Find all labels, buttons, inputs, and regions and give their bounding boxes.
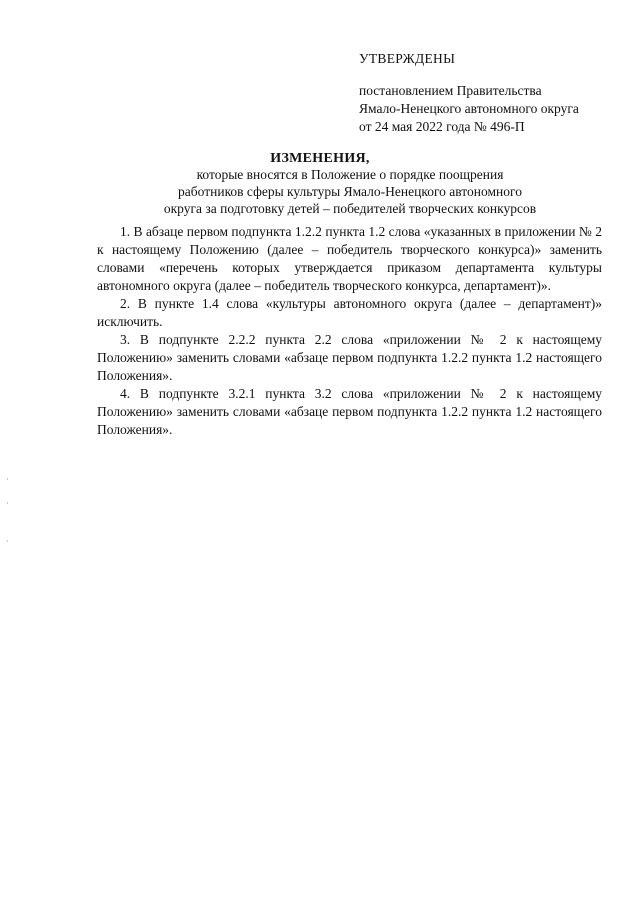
approval-block — [359, 50, 629, 136]
document-body — [97, 223, 602, 439]
approval-line: Ямало-Ненецкого автономного округа — [359, 101, 579, 116]
document-title: ИЗМЕНЕНИЯ, — [270, 151, 370, 166]
amendment-paragraph-4: 4. В подпункте 3.2.1 пункта 3.2 слова «приложении № 2 к настоящему Положению» заменить словами «абзаце первом подпункта 1.2.2 пункта 1.2 настоящего Положения». — [97, 386, 602, 437]
scan-margin-mark — [7, 478, 8, 480]
document-subtitle — [100, 166, 600, 217]
amendment-paragraph-2: 2. В пункте 1.4 слова «культуры автономного округа (далее – департамент)» исключить. — [97, 296, 602, 329]
approval-heading: УТВЕРЖДЕНЫ — [359, 51, 456, 66]
approval-line: постановлением Правительства — [359, 83, 542, 98]
subtitle-line: работников сферы культуры Ямало-Ненецкого автономного — [178, 184, 522, 199]
amendment-paragraph-3: 3. В подпункте 2.2.2 пункта 2.2 слова «приложении № 2 к настоящему Положению» заменить словами «абзаце первом подпункта 1.2.2 пункта 1.2 настоящего Положения». — [97, 332, 602, 383]
scan-margin-mark — [7, 502, 8, 504]
subtitle-line: которые вносятся в Положение о порядке поощрения — [196, 167, 504, 182]
amendment-paragraph-1: 1. В абзаце первом подпункта 1.2.2 пункта 1.2 слова «указанных в приложении № 2 к настоящему Положению (далее – победитель творческого конкурса)» заменить словами «перечень которых утверждается приказом департамента культуры автономного округа (далее – победитель творческого конкурса, департамент)». — [97, 224, 602, 293]
scan-margin-mark — [7, 540, 8, 542]
subtitle-line: округа за подготовку детей – победителей творческих конкурсов — [163, 201, 537, 216]
approval-line: от 24 мая 2022 года № 496-П — [359, 119, 525, 134]
